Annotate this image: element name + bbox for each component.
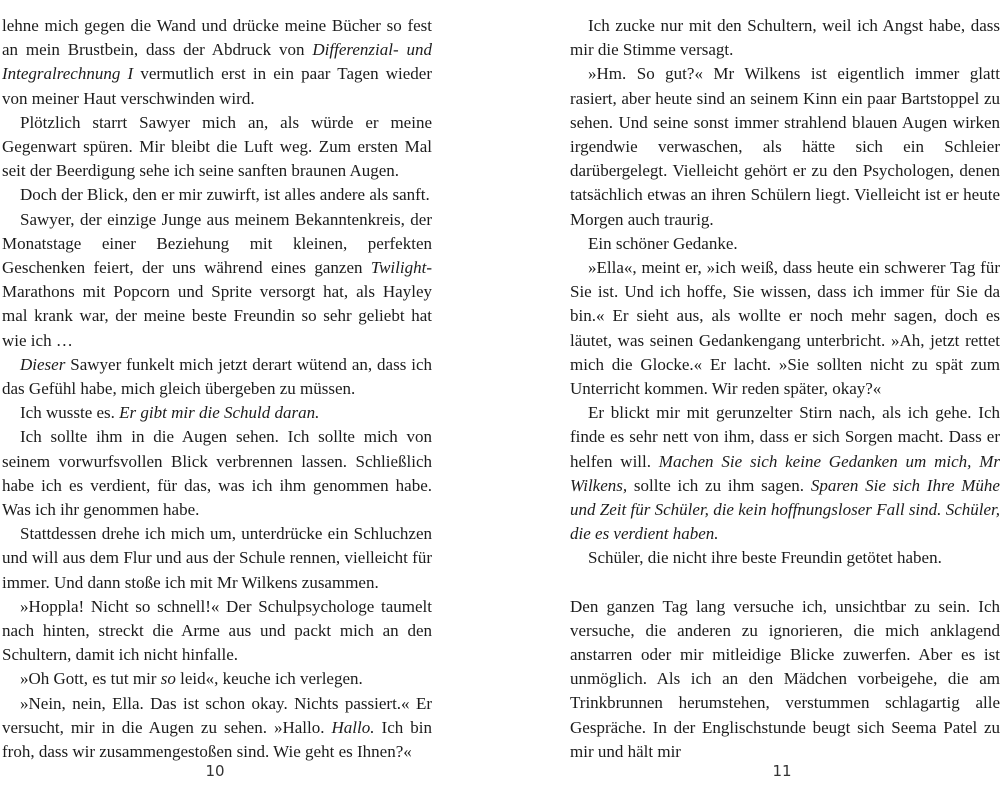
text-run: Sawyer, der einzige Junge aus meinem Bekanntenkreis, der Monatstage einer Beziehung mit kleinen, perfekten Geschenken feiert, der uns während eines ganzen [2, 209, 432, 278]
paragraph [2, 183, 432, 207]
text-run: vermutlich erst in ein paar Tagen wieder von meiner Haut verschwinden wird. [2, 64, 432, 108]
text-run: Ich sollte ihm in die Augen sehen. Ich sollte mich von seinem vorwurfsvollen Blick verbrennen lassen. Schließlich habe ich es verdient, für das, was ich ihm genommen habe. Was ich ihr genommen habe. [2, 427, 432, 520]
text-run: Ein schöner Gedanke. [588, 233, 738, 253]
left-page [2, 14, 432, 764]
text-run: -Marathons mit Popcorn und Sprite versorgt hat, als Hayley mal krank war, der meine beste Freundin so sehr geliebt hat wie ich … [2, 258, 432, 350]
paragraph [2, 692, 432, 765]
text-run: Ich wusste es. [20, 403, 120, 423]
paragraph [2, 353, 432, 401]
italic-text: so [160, 669, 176, 689]
text-run: »Hm. So gut?« Mr Wilkens ist eigentlich immer glatt rasiert, aber heute sind an seinem Kinn ein paar Bartstoppel zu sehen. Und seine sonst immer strahlend blauen Augen wirken irgendwie verwaschen, als hätte sich ein Schleier darübergelegt. Vielleicht gehört er zu den Psychologen, denen tatsächlich etwas an ihren Schülern liegt. Vielleicht ist er heute Morgen auch traurig. [570, 64, 1000, 229]
paragraph [570, 256, 1000, 401]
paragraph [570, 595, 1000, 764]
paragraph [570, 401, 1000, 546]
text-run: Doch der Blick, den er mir zuwirft, ist alles andere als sanft. [20, 185, 430, 205]
right-page [570, 14, 1000, 764]
text-run: Schüler, die nicht ihre beste Freundin getötet haben. [588, 548, 942, 568]
paragraph [2, 667, 432, 691]
italic-text: Hallo. [331, 717, 375, 737]
page-number-right: 11 [772, 762, 792, 780]
text-run: Ich zucke nur mit den Schultern, weil ich Angst habe, dass mir die Stimme versagt. [570, 16, 1000, 60]
paragraph [2, 401, 432, 425]
paragraph [570, 546, 1000, 570]
page-number-left: 10 [205, 762, 225, 780]
text-run: »Nein, nein, Ella. Das ist schon okay. Nichts passiert.« Er versucht, mir in die Augen zu sehen. »Hallo. [2, 693, 432, 737]
italic-text: Sparen Sie sich Ihre Mühe und Zeit für Schüler, die kein hoffnungsloser Fall sind. Schüler, die es verdient haben. [570, 475, 1000, 544]
text-run: lehne mich gegen die Wand und drücke meine Bücher so fest an mein Brustbein, dass der Abdruck von [2, 16, 432, 60]
text-run: Er blickt mir mit gerunzelter Stirn nach, als ich gehe. Ich finde es sehr nett von ihm, dass er sich Sorgen macht. Dass er helfen will. [570, 403, 1000, 471]
text-run: Ich bin froh, dass wir zusammengestoßen sind. Wie geht es Ihnen?« [2, 717, 432, 762]
text-run: sollte ich zu ihm sagen. [627, 475, 811, 495]
italic-text: Dieser [20, 354, 66, 374]
paragraph [570, 14, 1000, 62]
left-page-text [2, 14, 432, 764]
right-page-text [570, 14, 1000, 764]
paragraph [570, 62, 1000, 231]
italic-text: Twilight [370, 258, 427, 278]
italic-text: Er gibt mir die Schuld daran. [119, 403, 320, 423]
text-run: »Hoppla! Nicht so schnell!« Der Schulpsychologe taumelt nach hinten, streckt die Arme aus und packt mich an den Schultern, damit ich nicht hinfalle. [2, 596, 432, 665]
paragraph [2, 111, 432, 184]
text-run: Stattdessen drehe ich mich um, unterdrücke ein Schluchzen und will aus dem Flur und aus der Schule rennen, vielleicht für immer. Und dann stoße ich mit Mr Wilkens zusammen. [2, 524, 432, 592]
text-run: Sawyer funkelt mich jetzt derart wütend an, dass ich das Gefühl habe, mich gleich übergeben zu müssen. [2, 354, 432, 399]
text-run: Den ganzen Tag lang versuche ich, unsichtbar zu sein. Ich versuche, die anderen zu ignorieren, die mich anklagend anstarren oder mir mitleidige Blicke zuwerfen. Aber es ist unmöglich. Als ich an den Mädchen vorbeigehe, die am Trinkbrunnen herumstehen, verstummen schlagartig alle Gespräche. In der Englischstunde beugt sich Seema Patel zu mir und hält mir [570, 596, 1000, 761]
paragraph [2, 208, 432, 353]
text-run: »Oh Gott, es tut mir [20, 669, 161, 689]
paragraph [570, 232, 1000, 256]
italic-text: Machen Sie sich keine Gedanken um mich, Mr Wilkens, [570, 451, 1000, 495]
paragraph [2, 522, 432, 595]
text-run: leid«, keuche ich verlegen. [175, 669, 363, 689]
italic-text: Differenzial- und Integralrechnung I [2, 40, 432, 84]
paragraph [2, 14, 432, 111]
paragraph [2, 595, 432, 668]
paragraph [2, 425, 432, 522]
text-run: Plötzlich starrt Sawyer mich an, als würde er meine Gegenwart spüren. Mir bleibt die Luft weg. Zum ersten Mal seit der Beerdigung sehe ich seine sanften braunen Augen. [2, 112, 432, 181]
text-run: »Ella«, meint er, »ich weiß, dass heute ein schwerer Tag für Sie ist. Und ich hoffe, Sie wissen, dass ich immer für Sie da bin.« Er sieht aus, als wollte er noch mehr sagen, doch es läutet, was seinen Gedankengang unterbricht. »Ah, jetzt rettet mich die Glocke.« Er lacht. »Sie sollten nicht zu spät zum Unterricht kommen. Wir reden später, okay?« [570, 258, 1000, 399]
